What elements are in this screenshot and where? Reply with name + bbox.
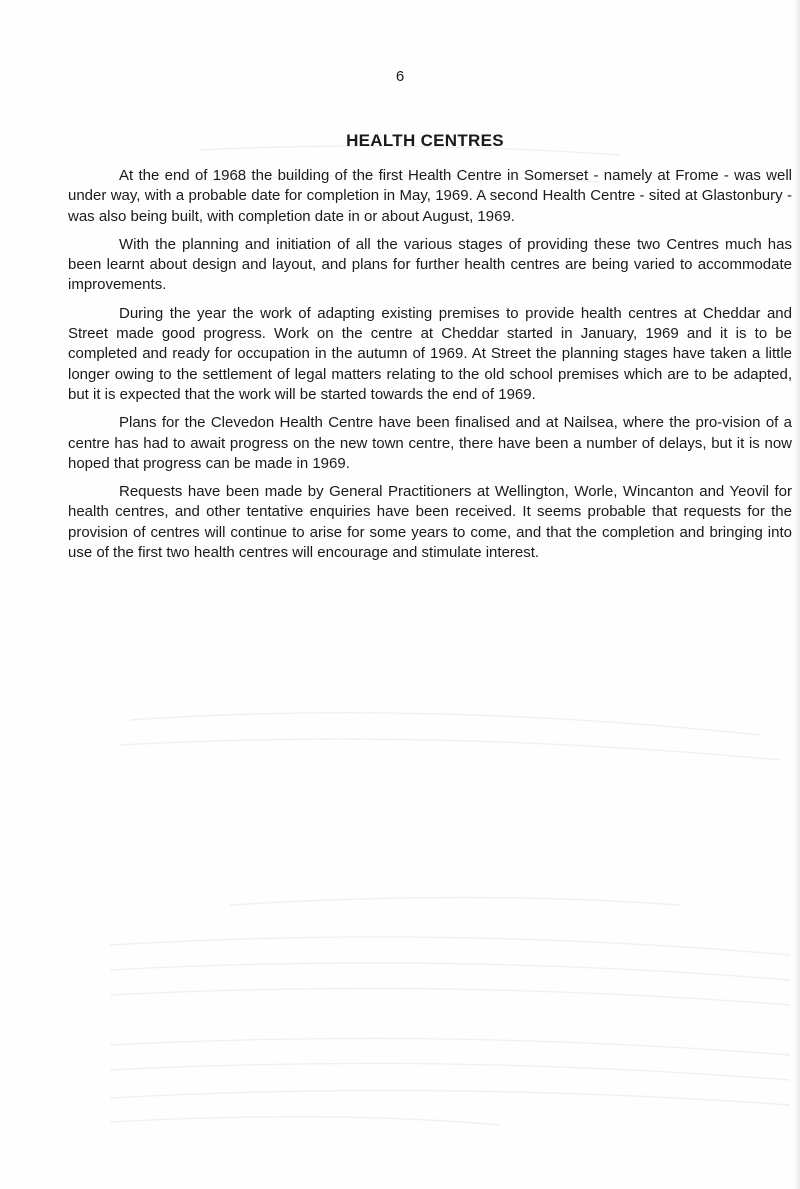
page-edge-shadow — [794, 0, 800, 1189]
paragraph-frome-glastonbury: At the end of 1968 the building of the first Health Centre in Somerset - namely at Frome - was well under way, with a probable date for completion in May, 1969. A second Health Centre - sited at Glastonbury - was also being built, with completion date in or about August, 1969. — [68, 167, 792, 225]
paragraph-clevedon-nailsea: Plans for the Clevedon Health Centre have been finalised and at Nailsea, where the pro-vision of a centre has had to await progress on the new town centre, there have been a number of delays, but it is now hoped that progress can be made in 1969. — [68, 414, 792, 472]
page-number: 6 — [395, 68, 405, 85]
paragraph-cheddar-street: During the year the work of adapting existing premises to provide health centres at Cheddar and Street made good progress. Work on the centre at Cheddar started in January, 1969 and it is to be completed and ready for occupation in the autumn of 1969. At Street the planning stages have taken a little longer owing to the settlement of legal matters relating to the old school premises which are to be adapted, but it is expected that the work will be started towards the end of 1969. — [68, 304, 792, 403]
paragraph-requests: Requests have been made by General Practitioners at Wellington, Worle, Wincanton and Yeovil for health centres, and other tentative enquiries have been received. It seems probable that requests for the provision of centres will continue to arise for some years to come, and that the completion and bringing into use of the first two health centres will encourage and stimulate interest. — [68, 483, 792, 562]
section-heading: HEALTH CENTRES — [346, 131, 504, 150]
body-text — [68, 166, 792, 571]
paragraph-planning-lessons: With the planning and initiation of all the various stages of providing these two Centres much has been learnt about design and layout, and plans for further health centres are being varied to accommodate improvements. — [68, 235, 792, 294]
